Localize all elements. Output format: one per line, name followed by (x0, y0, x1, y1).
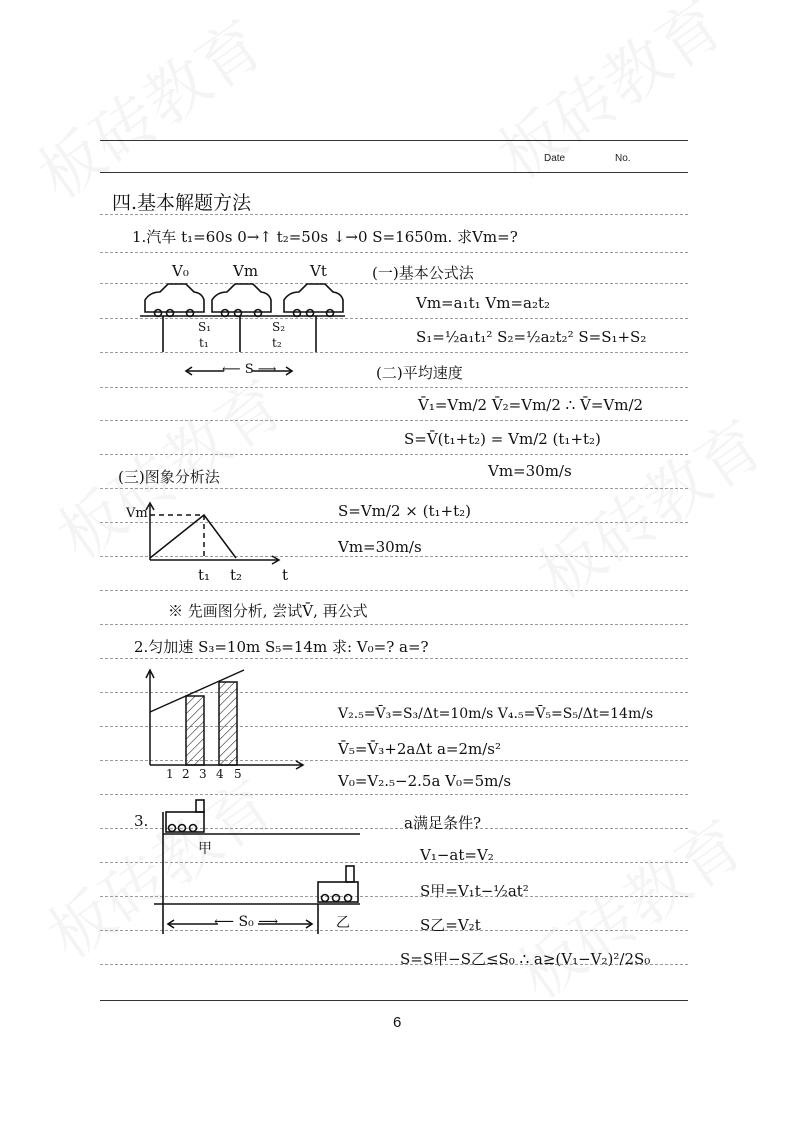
graph-t1: t₁ (198, 566, 211, 584)
problem2-line-3: V₀=V₂.₅−2.5a V₀=5m/s (338, 772, 512, 790)
graph-ylabel: Vm (126, 506, 148, 521)
no-label: No. (615, 153, 631, 164)
tip-line: ※ 先画图分析, 尝试V̄, 再公式 (168, 602, 368, 620)
method1-line-2: S₁=½a₁t₁² S₂=½a₂t₂² S=S₁+S₂ (416, 328, 647, 346)
tick-4: 4 (216, 767, 224, 781)
method2-title: (二)平均速度 (376, 364, 463, 382)
label-vt: Vt (310, 262, 327, 280)
graph-t2: t₂ (230, 566, 243, 584)
label-vm: Vm (233, 262, 259, 280)
date-label: Date (544, 153, 566, 164)
graph-t-axis: t (282, 566, 289, 584)
distance-label: ⟵ S₀ ⟶ (214, 914, 279, 930)
label-s1: S₁ (198, 320, 212, 334)
problem2-line-1: V₂.₅=V̄₃=S₃/Δt=10m/s V₄.₅=V̄₅=S₅/Δt=14m/s (338, 706, 654, 722)
page-number: 6 (393, 1014, 402, 1031)
method2-line-2: S=V̄(t₁+t₂) = Vm/2 (t₁+t₂) (404, 430, 601, 448)
problem3-line-1: V₁−at=V₂ (420, 846, 494, 864)
problem3-line-3: S乙=V₂t (420, 916, 481, 934)
method3-title: (三)图象分析法 (118, 468, 220, 486)
label-s-total: ⟵ S ⟶ (222, 362, 277, 377)
problem1-statement: 1.汽车 t₁=60s 0→↑ t₂=50s ↓→0 S=1650m. 求Vm=? (132, 228, 518, 246)
tick-5: 5 (234, 767, 242, 781)
tick-3: 3 (199, 767, 207, 781)
tick-2: 2 (182, 767, 190, 781)
method2-result: Vm=30m/s (488, 462, 572, 480)
label-s2: S₂ (272, 320, 286, 334)
label-t2: t₂ (272, 336, 282, 350)
car-b-label: 乙 (336, 915, 350, 931)
method1-line-1: Vm=a₁t₁ Vm=a₂t₂ (416, 294, 551, 312)
problem3-number: 3. (134, 812, 149, 830)
problem2-line-2: V̄₅=V̄₃+2aΔt a=2m/s² (338, 740, 501, 758)
method3-line-1: S=Vm/2 × (t₁+t₂) (338, 502, 471, 520)
car-a-label: 甲 (198, 841, 212, 857)
label-v0: V₀ (172, 262, 189, 280)
method3-line-2: Vm=30m/s (338, 538, 422, 556)
problem3-condition: a满足条件? (404, 814, 481, 832)
section-title: 四.基本解题方法 (112, 192, 252, 214)
method1-title: (一)基本公式法 (372, 264, 474, 282)
label-t1: t₁ (199, 336, 209, 350)
problem3-line-4: S=S甲−S乙≤S₀ ∴ a≥(V₁−V₂)²/2S₀ (400, 950, 651, 968)
tick-1: 1 (166, 767, 174, 781)
problem2-statement: 2.匀加速 S₃=10m S₅=14m 求: V₀=? a=? (134, 638, 429, 656)
method2-line-1: V̄₁=Vm/2 V̄₂=Vm/2 ∴ V̄=Vm/2 (418, 396, 644, 414)
problem3-line-2: S甲=V₁t−½at² (420, 882, 529, 900)
